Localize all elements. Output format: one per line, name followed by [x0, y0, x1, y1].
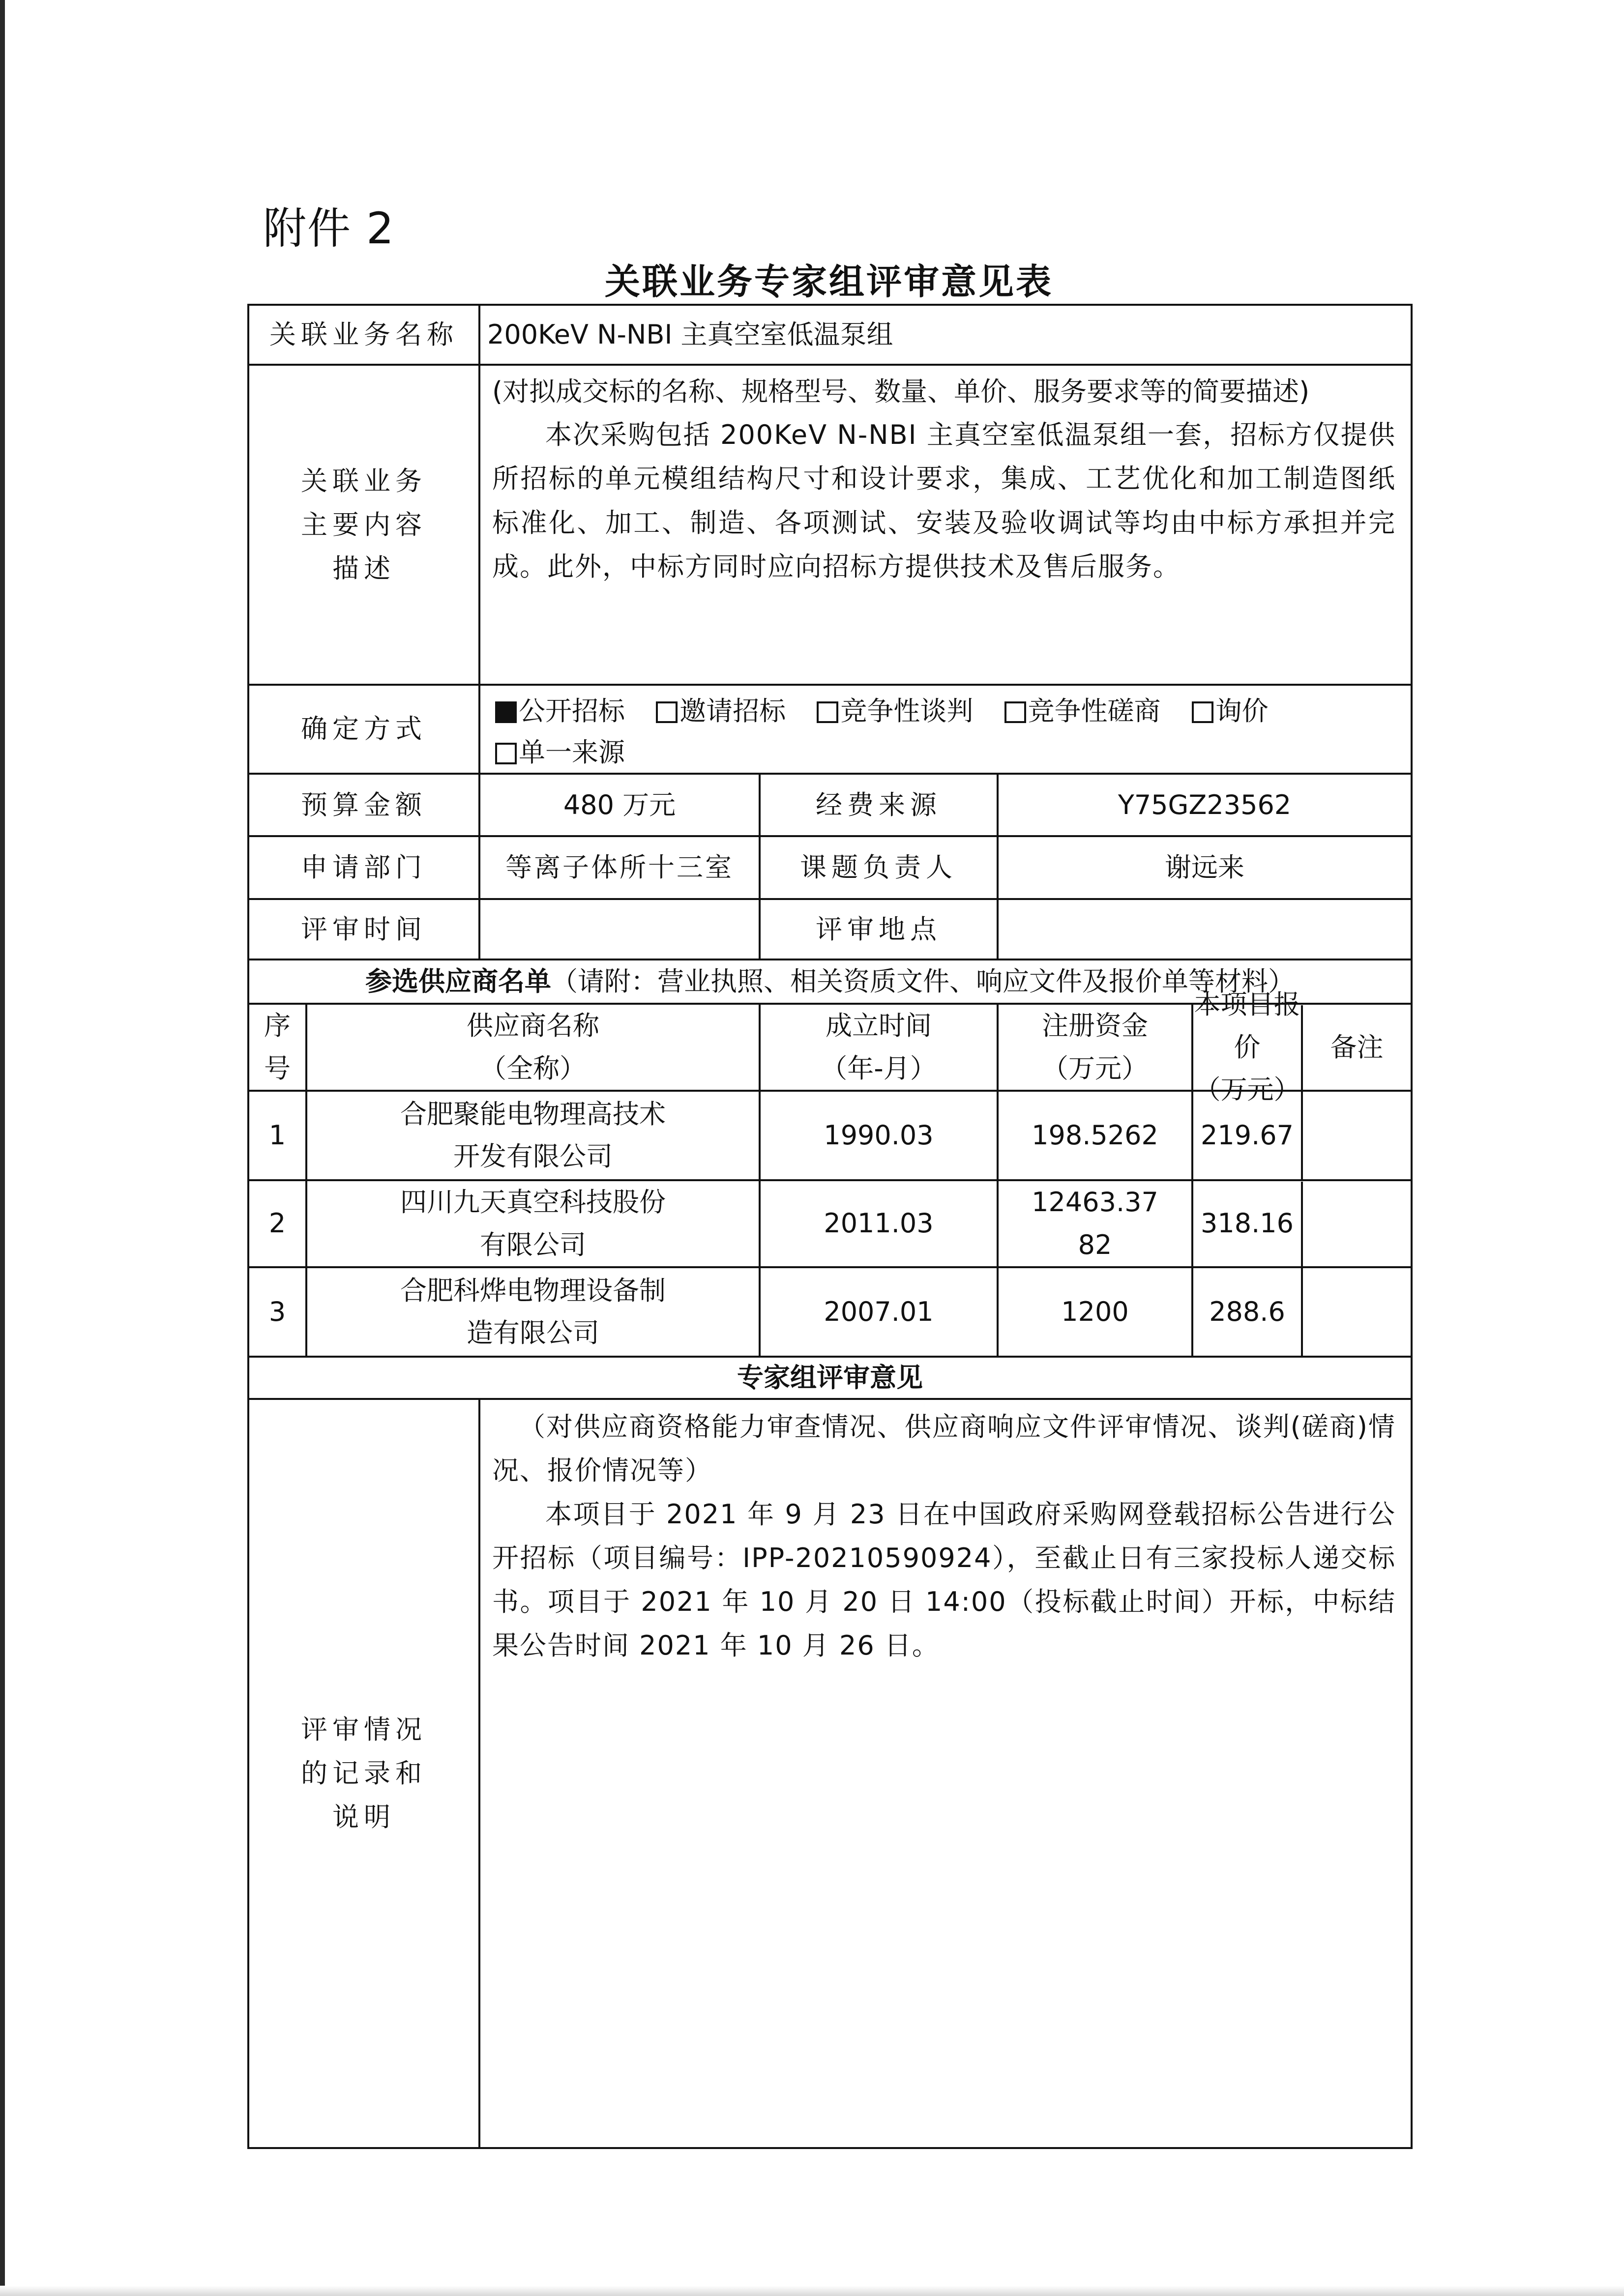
supplier-name: 合肥聚能电物理高技术 开发有限公司 [306, 1091, 760, 1180]
header-no: 序 号 [248, 1004, 306, 1091]
supplier-quote: 288.6 [1193, 1268, 1303, 1356]
department-value: 等离子体所十三室 [479, 836, 760, 899]
row-business-name [248, 305, 1412, 365]
business-name-label: 关联业务名称 [248, 305, 479, 365]
scan-edge-left [0, 0, 5, 2296]
header-capital: 注册资金 （万元） [998, 1004, 1192, 1091]
supplier-no: 1 [248, 1091, 306, 1180]
scan-edge-bottom [0, 2286, 1624, 2296]
attachment-label: 附件 2 [263, 203, 395, 254]
row-department [248, 836, 1412, 899]
leader-label: 课题负责人 [760, 836, 998, 899]
option-inquiry[interactable]: 询价 [1192, 696, 1269, 727]
method-options [479, 685, 1412, 774]
description-cell [479, 365, 1412, 685]
suppliers-section-title: 参选供应商名单 [365, 966, 552, 997]
option-competitive-consultation[interactable]: 竞争性磋商 [1004, 696, 1161, 727]
supplier-quote: 219.67 [1193, 1092, 1303, 1179]
suppliers-header-row [248, 1004, 1412, 1091]
supplier-row [248, 1180, 1412, 1267]
description-label-text: 关联业务主要内容描述 [301, 465, 427, 584]
checkbox-checked-icon [495, 701, 517, 723]
header-remark: 备注 [1330, 1031, 1384, 1063]
opinion-label-text: 评审情况的记录和说明 [301, 1714, 427, 1833]
header-quote: 本项目报价 （万元） [1193, 1005, 1303, 1090]
review-place-value [998, 899, 1412, 959]
opinion-text: 本项目于 2021 年 9 月 23 日在中国政府采购网登载招标公告进行公开招标（项目编号：IPP-20210590924），至截止日有三家投标人递交标书。项目于 2021 年 10 月 20 日 14:00（投标截止时间）开标，中标结果公告时间 2021 年 10 月 26 日。 [492, 1499, 1396, 1661]
budget-label: 预算金额 [248, 774, 479, 836]
opinion-label [248, 1399, 479, 2148]
form-title: 关联业务专家组评审意见表 [604, 261, 1053, 302]
supplier-name: 合肥科烨电物理设备制 造有限公司 [306, 1267, 760, 1357]
review-form-table [247, 304, 1413, 2149]
supplier-quote-remark [1192, 1180, 1412, 1267]
row-review-time [248, 899, 1412, 959]
opinion-hint: （对供应商资格能力审查情况、供应商响应文件评审情况、谈判(磋商)情况、报价情况等） [492, 1411, 1396, 1486]
supplier-quote: 318.16 [1193, 1182, 1303, 1266]
opinion-cell [479, 1399, 1412, 2148]
supplier-row [248, 1267, 1412, 1357]
row-opinion [248, 1399, 1412, 2148]
header-established: 成立时间 （年-月） [760, 1004, 998, 1091]
review-place-label: 评审地点 [760, 899, 998, 959]
supplier-remark [1303, 1268, 1411, 1356]
supplier-remark [1303, 1182, 1411, 1266]
supplier-no: 2 [248, 1180, 306, 1267]
supplier-capital: 1200 [998, 1267, 1192, 1357]
business-name-value: 200KeV N-NBI 主真空室低温泵组 [479, 305, 1412, 365]
supplier-row [248, 1091, 1412, 1180]
supplier-capital: 12463.37 82 [998, 1180, 1192, 1267]
suppliers-section-note: （请附：营业执照、相关资质文件、响应文件及报价单等材料） [551, 966, 1295, 997]
checkbox-icon [1192, 701, 1213, 723]
supplier-established: 2007.01 [760, 1267, 998, 1357]
department-label: 申请部门 [248, 836, 479, 899]
supplier-no: 3 [248, 1267, 306, 1357]
header-name: 供应商名称 （全称） [306, 1004, 760, 1091]
supplier-quote-remark [1192, 1091, 1412, 1180]
description-hint: (对拟成交标的名称、规格型号、数量、单价、服务要求等的简要描述) [492, 376, 1310, 407]
description-label [248, 365, 479, 685]
funding-label: 经费来源 [760, 774, 998, 836]
checkbox-icon [1004, 701, 1026, 723]
budget-value: 480 万元 [479, 774, 760, 836]
row-opinion-section [248, 1357, 1412, 1399]
row-description [248, 365, 1412, 685]
option-single-source[interactable]: 单一来源 [495, 737, 625, 768]
checkbox-icon [817, 701, 838, 723]
row-method [248, 685, 1412, 774]
row-budget [248, 774, 1412, 836]
supplier-remark [1303, 1092, 1411, 1179]
method-label: 确定方式 [248, 685, 479, 774]
checkbox-icon [495, 743, 517, 764]
supplier-name: 四川九天真空科技股份 有限公司 [306, 1180, 760, 1267]
supplier-established: 1990.03 [760, 1091, 998, 1180]
review-time-value [479, 899, 760, 959]
option-competitive-negotiation[interactable]: 竞争性谈判 [817, 696, 973, 727]
option-invited-tender[interactable]: 邀请招标 [656, 696, 786, 727]
leader-value: 谢远来 [998, 836, 1412, 899]
review-time-label: 评审时间 [248, 899, 479, 959]
header-quote-remark [1192, 989, 1412, 1105]
opinion-section-title: 专家组评审意见 [248, 1357, 1412, 1399]
funding-value: Y75GZ23562 [998, 774, 1412, 836]
supplier-quote-remark [1192, 1267, 1412, 1357]
option-open-tender[interactable]: 公开招标 [495, 696, 625, 727]
supplier-capital: 198.5262 [998, 1091, 1192, 1180]
description-text: 本次采购包括 200KeV N-NBI 主真空室低温泵组一套，招标方仅提供所招标的单元模组结构尺寸和设计要求，集成、工艺优化和加工制造图纸标准化、加工、制造、各项测试、安装及验收调试等均由中标方承担并完成。此外，中标方同时应向招标方提供技术及售后服务。 [492, 419, 1396, 582]
checkbox-icon [656, 701, 678, 723]
supplier-established: 2011.03 [760, 1180, 998, 1267]
